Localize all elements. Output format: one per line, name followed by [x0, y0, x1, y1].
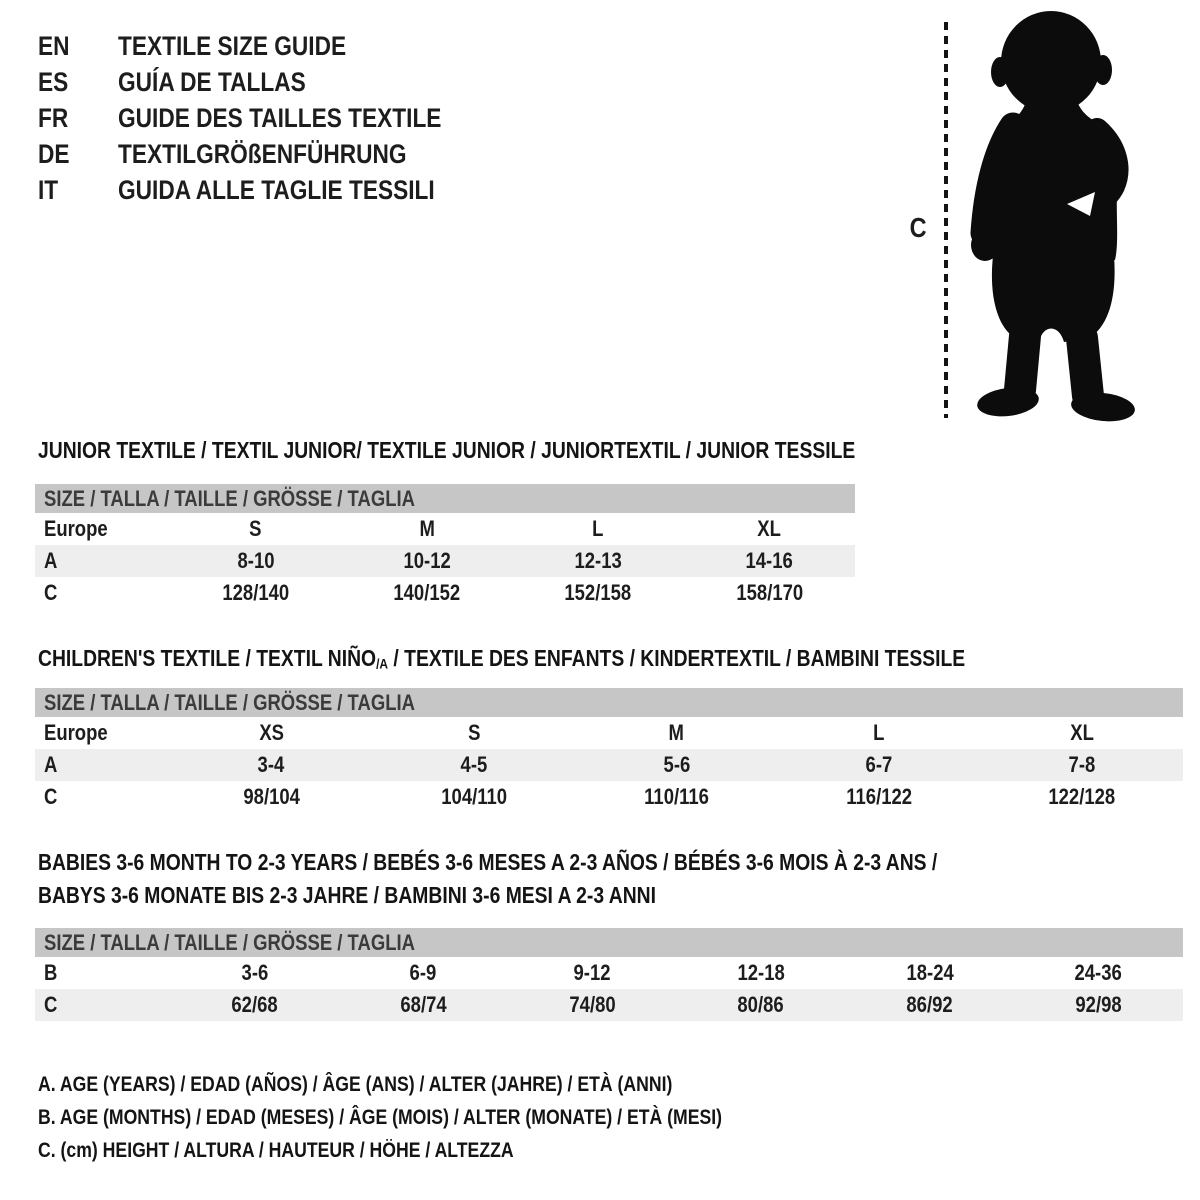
- size-header-bar: SIZE / TALLA / TAILLE / GRÖSSE / TAGLIA: [35, 688, 1183, 717]
- children-size-table: [35, 688, 1183, 813]
- table-row: [35, 577, 855, 609]
- table-cell: 12-13: [574, 548, 622, 573]
- table-cell: 104/110: [440, 784, 507, 809]
- table-row: [35, 545, 855, 577]
- footnote-a: A. AGE (YEARS) / EDAD (AÑOS) / ÂGE (ANS) / ALTER (JAHRE) / ETÀ (ANNI): [38, 1073, 673, 1096]
- table-row: [35, 957, 1183, 989]
- table-cell: 3-6: [241, 960, 268, 985]
- column-header-row: [35, 717, 1183, 749]
- table-cell: 4-5: [460, 752, 488, 777]
- size-column-header: XS: [258, 720, 284, 745]
- size-column-header: S: [249, 516, 262, 541]
- table-cell: 74/80: [568, 992, 616, 1017]
- footnote-b: B. AGE (MONTHS) / EDAD (MESES) / ÂGE (MOIS) / ALTER (MONATE) / ETÀ (MESI): [38, 1106, 723, 1129]
- language-title: GUÍA DE TALLAS: [118, 66, 306, 97]
- table-row: [35, 781, 1183, 813]
- table-row: [35, 989, 1183, 1021]
- language-code: DE: [38, 138, 70, 169]
- size-column-header: L: [873, 720, 885, 745]
- table-cell: 6-9: [409, 960, 437, 985]
- language-code: FR: [38, 102, 69, 133]
- row-label: C: [44, 784, 58, 809]
- region-label: Europe: [44, 720, 108, 745]
- table-cell: 6-7: [865, 752, 893, 777]
- table-cell: 12-18: [737, 960, 785, 985]
- table-row: [35, 749, 1183, 781]
- table-cell: 86/92: [906, 992, 953, 1017]
- height-dashed-line: [944, 22, 948, 418]
- language-row: [38, 100, 503, 136]
- table-cell: 5-6: [663, 752, 690, 777]
- table-cell: 9-12: [573, 960, 611, 985]
- table-cell: 62/68: [231, 992, 278, 1017]
- table-cell: 10-12: [403, 548, 451, 573]
- row-label: A: [44, 548, 58, 573]
- babies-section-heading: BABIES 3-6 MONTH TO 2-3 YEARS / BEBÉS 3-6 MESES A 2-3 AÑOS / BÉBÉS 3-6 MOIS À 2-3 ANS / BABYS 3-6 MONATE BIS 2-3 JAHRE / BAMBINI 3-6 MESI A 2-3 ANNI: [38, 849, 938, 908]
- language-code: ES: [38, 66, 69, 97]
- footnotes-block: [38, 1068, 852, 1167]
- toddler-silhouette: [962, 8, 1144, 423]
- column-header-row: [35, 513, 855, 545]
- size-column-header: M: [419, 516, 435, 541]
- nino-a-subscript: /A: [376, 656, 389, 673]
- table-cell: 80/86: [737, 992, 785, 1017]
- language-row: [38, 64, 503, 100]
- junior-section-heading: JUNIOR TEXTILE / TEXTIL JUNIOR/ TEXTILE JUNIOR / JUNIORTEXTIL / JUNIOR TESSILE: [38, 437, 856, 463]
- junior-size-table: [35, 484, 855, 609]
- table-cell: 7-8: [1068, 752, 1096, 777]
- table-cell: 110/116: [644, 784, 709, 809]
- table-cell: 3-4: [257, 752, 285, 777]
- size-column-header: S: [467, 720, 481, 745]
- table-cell: 128/140: [222, 580, 290, 605]
- language-title: GUIDA ALLE TAGLIE TESSILI: [118, 174, 435, 205]
- table-cell: 98/104: [243, 784, 300, 809]
- table-cell: 92/98: [1075, 992, 1122, 1017]
- table-cell: 122/128: [1048, 784, 1116, 809]
- row-label: C: [44, 992, 58, 1017]
- table-cell: 68/74: [400, 992, 447, 1017]
- language-code: IT: [38, 174, 59, 205]
- size-column-header: M: [668, 720, 685, 745]
- size-column-header: XL: [757, 516, 782, 541]
- language-code: EN: [38, 30, 70, 61]
- language-row: [38, 136, 503, 172]
- size-column-header: L: [592, 516, 604, 541]
- babies-size-table: [35, 928, 1183, 1021]
- row-label: B: [44, 960, 58, 985]
- table-cell: 18-24: [906, 960, 954, 985]
- table-cell: 116/122: [846, 784, 912, 809]
- table-cell: 140/152: [393, 580, 461, 605]
- language-row: [38, 28, 503, 64]
- region-label: Europe: [44, 516, 108, 541]
- language-row: [38, 172, 503, 208]
- language-title: TEXTILE SIZE GUIDE: [118, 30, 347, 61]
- table-cell: 14-16: [745, 548, 794, 573]
- table-cell: 8-10: [237, 548, 275, 573]
- height-label-c: C: [909, 212, 927, 243]
- language-title: GUIDE DES TAILLES TEXTILE: [118, 102, 442, 133]
- table-cell: 24-36: [1074, 960, 1123, 985]
- row-label: C: [44, 580, 58, 605]
- size-header-bar: SIZE / TALLA / TAILLE / GRÖSSE / TAGLIA: [35, 484, 855, 513]
- language-title-block: [38, 28, 503, 208]
- children-section-heading: CHILDREN'S TEXTILE / TEXTIL NIÑO/A / TEXTILE DES ENFANTS / KINDERTEXTIL / BAMBINI TESSILE: [38, 645, 966, 673]
- size-column-header: XL: [1069, 720, 1094, 745]
- language-title: TEXTILGRÖßENFÜHRUNG: [118, 138, 407, 169]
- table-cell: 152/158: [564, 580, 632, 605]
- footnote-c: C. (cm) HEIGHT / ALTURA / HAUTEUR / HÖHE / ALTEZZA: [38, 1139, 514, 1162]
- table-cell: 158/170: [735, 580, 803, 605]
- row-label: A: [44, 752, 58, 777]
- size-header-bar: SIZE / TALLA / TAILLE / GRÖSSE / TAGLIA: [35, 928, 1183, 957]
